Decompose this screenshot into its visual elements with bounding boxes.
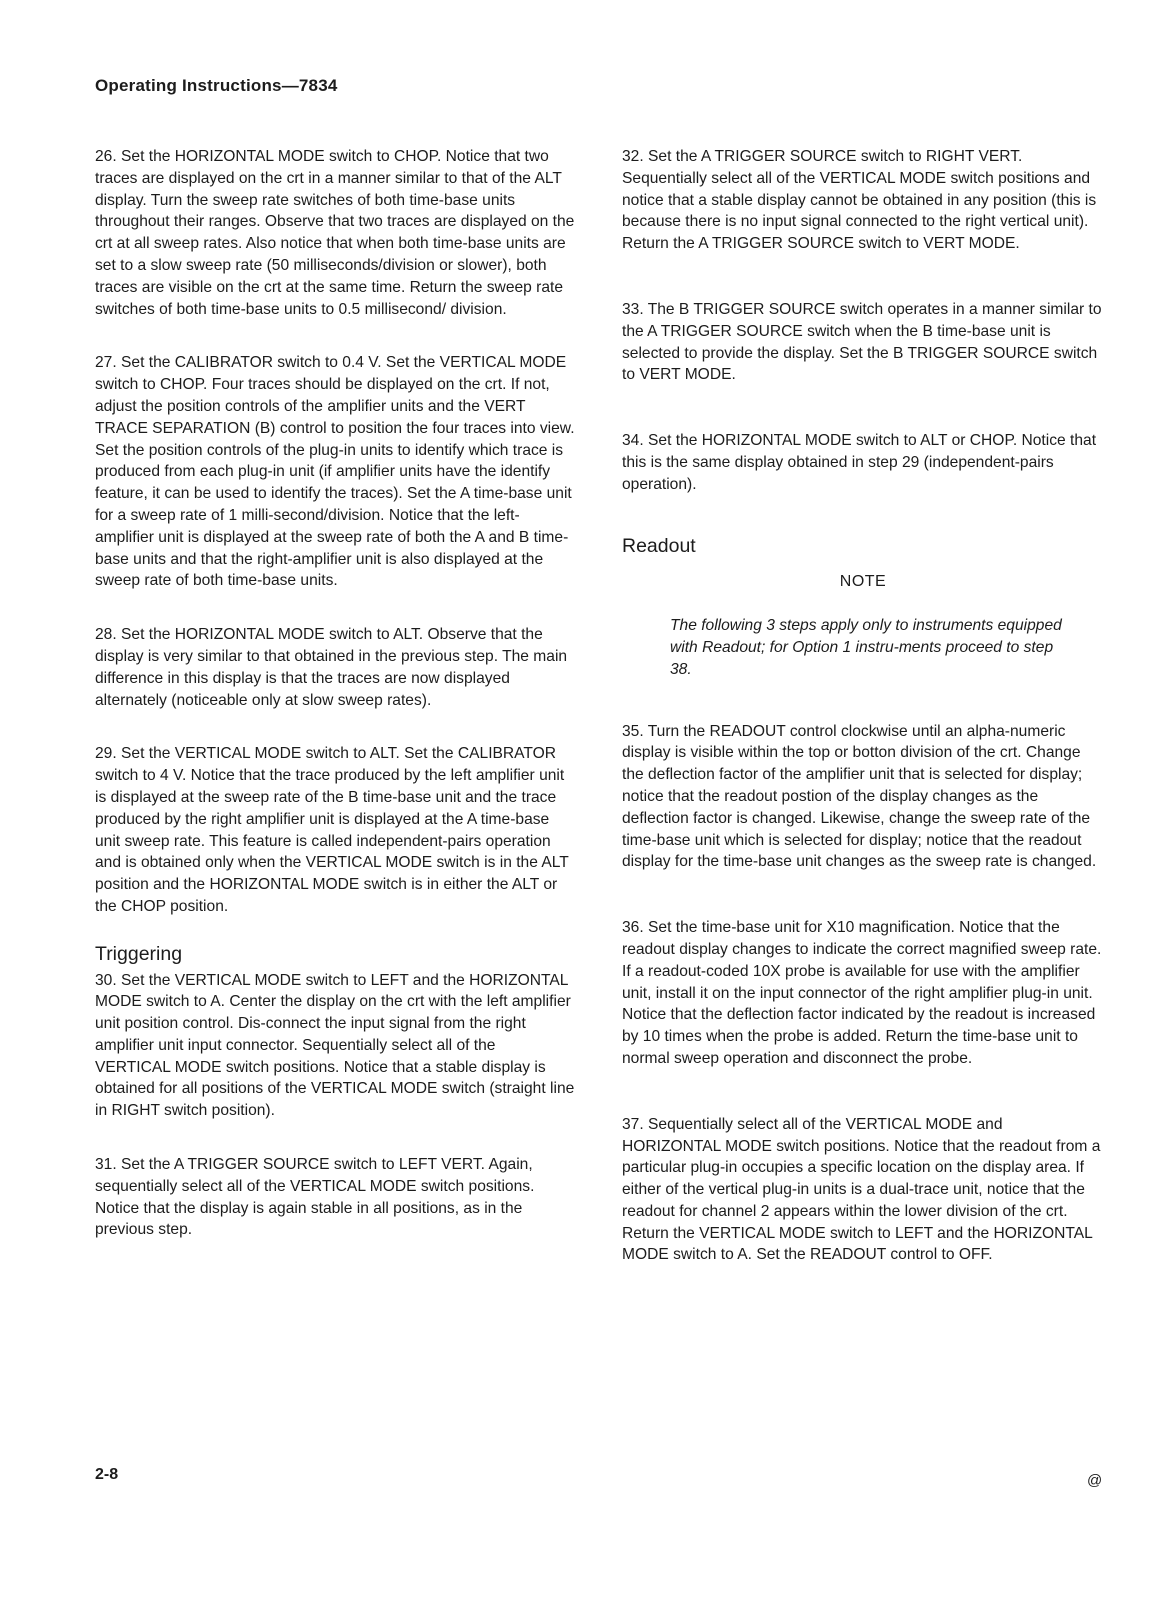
triggering-heading: Triggering — [95, 942, 183, 965]
step-36-paragraph: 36. Set the time-base unit for X10 magnification. Notice that the readout display changes to indicate the correct magnified sweep rate. If a readout-coded 10X probe is available for use with the amplifier unit, install it on the input connector of the right amplifier plug-in unit. Notice that the deflection factor indicated by the readout is increased by 10 times when the probe is added. Return the time-base unit to normal sweep operation and disconnect the probe. — [622, 919, 1102, 1067]
step-31-paragraph: 31. Set the A TRIGGER SOURCE switch to LEFT VERT. Again, sequentially select all of the VERTICAL MODE switch positions. Notice that the display is again stable in all positions, as in the previous step. — [95, 1156, 535, 1239]
note-text: The following 3 steps apply only to instruments equipped with Readout; for Option 1 instru-ments proceed to step 38. — [670, 617, 1062, 678]
step-33-paragraph: 33. The B TRIGGER SOURCE switch operates in a manner similar to the A TRIGGER SOURCE switch when the B time-base unit is selected to provide the display. Set the B TRIGGER SOURCE switch to VERT MODE. — [622, 300, 1102, 384]
page-header: Operating Instructions—7834 — [95, 76, 338, 95]
page-number: 2-8 — [95, 1466, 119, 1483]
right-column — [622, 146, 1104, 1298]
left-column — [95, 146, 575, 1273]
step-34-paragraph: 34. Set the HORIZONTAL MODE switch to ALT or CHOP. Notice that this is the same display obtained in step 29 (independent-pairs operation). — [622, 432, 1097, 493]
step-27-paragraph: 27. Set the CALIBRATOR switch to 0.4 V. Set the VERTICAL MODE switch to CHOP. Four traces should be displayed on the crt. If not, adjust the position controls of the amplifier units and the VERT TRACE SEPARATION (B) control to position the four traces into view. Set the position controls of the plug-in units to identify which trace is produced from each plug-in unit (if amplifier units have the identify feature, it can be used to identify the traces). Set the A time-base unit for a sweep rate of 1 milli-second/division. Notice that the left-amplifier unit is displayed at the sweep rate of both the A and B time-base units and that the right-amplifier unit is also displayed at the sweep rate of both time-base units. — [95, 354, 575, 590]
step-37-paragraph: 37. Sequentially select all of the VERTICAL MODE and HORIZONTAL MODE switch positions. Notice that the readout from a particular plug-in occupies a specific location on the display area. If either of the vertical plug-in units is a dual-trace unit, notice that the readout for channel 2 appears within the lower division of the crt. Return the VERTICAL MODE switch to LEFT and the HORIZONTAL MODE switch to A. Set the READOUT control to OFF. — [622, 1115, 1101, 1264]
step-26-paragraph: 26. Set the HORIZONTAL MODE switch to CHOP. Notice that two traces are displayed on the crt in a manner similar to that of the ALT display. Turn the sweep rate switches of both time-base units throughout their ranges. Observe that two traces are displayed on the crt at all sweep rates. Also notice that when both time-base units are set to a slow sweep rate (50 milliseconds/division or slower), both traces are visible on the crt at the same time. Return the sweep rate switches of both time-base units to 0.5 millisecond/ division. — [95, 148, 575, 318]
step-30-paragraph: 30. Set the VERTICAL MODE switch to LEFT and the HORIZONTAL MODE switch to A. Center the display on the crt with the left amplifier unit position control. Dis-connect the input signal from the right amplifier unit input connector. Sequentially select all of the VERTICAL MODE switch positions. Notice that a stable display is obtained for all positions of the VERTICAL MODE switch (straight line in RIGHT switch position). — [95, 971, 575, 1120]
note-title: NOTE — [839, 573, 887, 591]
step-32-paragraph: 32. Set the A TRIGGER SOURCE switch to RIGHT VERT. Sequentially select all of the VERTICAL MODE switch positions and notice that a stable display cannot be obtained in any position (this is because there is no input signal connected to the right vertical unit). Return the A TRIGGER SOURCE switch to VERT MODE. — [622, 148, 1097, 253]
step-28-paragraph: 28. Set the HORIZONTAL MODE switch to ALT. Observe that the display is very similar to that obtained in the previous step. The main difference in this display is that the traces are now displayed alternately (noticeable only at slow sweep rates). — [95, 626, 568, 709]
step-29-paragraph: 29. Set the VERTICAL MODE switch to ALT. Set the CALIBRATOR switch to 4 V. Notice that the trace produced by the left amplifier unit is displayed at the sweep rate of the B time-base unit and the trace produced by the right amplifier unit is displayed at the A time-base unit sweep rate. This feature is called independent-pairs operation and is obtained only when the VERTICAL MODE switch is in the ALT position and the HORIZONTAL MODE switch is in either the ALT or the CHOP position. — [95, 745, 569, 915]
readout-heading: Readout — [622, 534, 696, 557]
footer-mark: @ — [1087, 1472, 1103, 1489]
step-35-paragraph: 35. Turn the READOUT control clockwise until an alpha-numeric display is visible within the top or botton division of the crt. Change the deflection factor of the amplifier unit that is selected for display; notice that the readout postion of the display changes as the deflection factor is changed. Likewise, change the sweep rate of the time-base unit which is selected for display; notice that the readout display for the time-base unit changes as the sweep rate is changed. — [622, 722, 1097, 871]
